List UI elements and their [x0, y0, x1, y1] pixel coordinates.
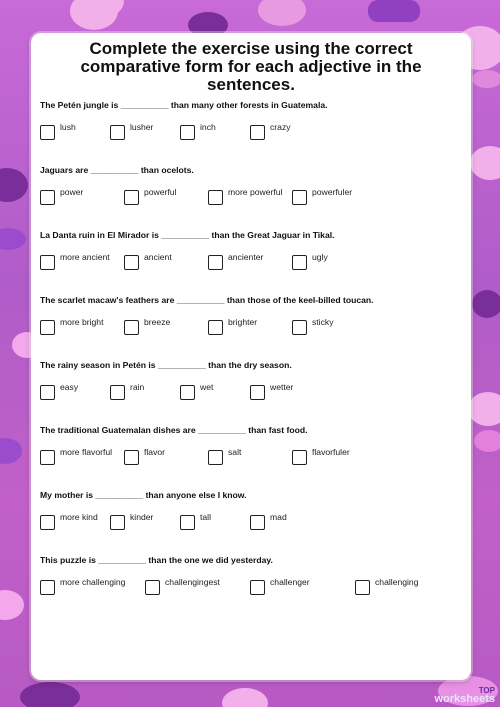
cloud-decoration — [470, 146, 500, 180]
question-2-prompt: Jaguars are __________ than ocelots. — [40, 165, 194, 175]
option-label: easy — [60, 382, 79, 392]
question-1-prompt: The Petén jungle is __________ than many other forests in Guatemala. — [40, 100, 328, 110]
checkbox-icon[interactable] — [40, 385, 55, 400]
checkbox-icon[interactable] — [292, 255, 307, 270]
option-label: lush — [60, 122, 76, 132]
option-label: more bright — [60, 317, 104, 327]
checkbox-icon[interactable] — [250, 515, 265, 530]
option-label: flavorfuler — [312, 447, 350, 457]
checkbox-icon[interactable] — [40, 190, 55, 205]
option-label: sticky — [312, 317, 334, 327]
checkbox-icon[interactable] — [110, 385, 125, 400]
checkbox-icon[interactable] — [110, 125, 125, 140]
checkbox-icon[interactable] — [292, 450, 307, 465]
option-label: challenger — [270, 577, 310, 587]
option-label: more ancient — [60, 252, 110, 262]
option-label: more flavorful — [60, 447, 113, 457]
option-label: lusher — [130, 122, 154, 132]
checkbox-icon[interactable] — [180, 385, 195, 400]
question-6-prompt: The traditional Guatemalan dishes are __________ than fast food. — [40, 425, 308, 435]
checkbox-icon[interactable] — [110, 515, 125, 530]
logo-bottom-text: worksheets — [434, 693, 495, 705]
option-label: flavor — [144, 447, 166, 457]
checkbox-icon[interactable] — [250, 125, 265, 140]
option-label: salt — [228, 447, 242, 457]
option-label: kinder — [130, 512, 154, 522]
checkbox-icon[interactable] — [355, 580, 370, 595]
checkbox-icon[interactable] — [124, 320, 139, 335]
cloud-decoration — [368, 0, 420, 22]
cloud-decoration — [20, 682, 80, 707]
option-label: tall — [200, 512, 211, 522]
option-label: ancienter — [228, 252, 264, 262]
checkbox-icon[interactable] — [180, 515, 195, 530]
logo-top-text: TOP — [478, 686, 495, 695]
option-label: inch — [200, 122, 216, 132]
checkbox-icon[interactable] — [250, 385, 265, 400]
checkbox-icon[interactable] — [208, 320, 223, 335]
cloud-decoration — [0, 438, 22, 464]
cloud-decoration — [222, 688, 268, 707]
option-label: rain — [130, 382, 145, 392]
option-label: wet — [200, 382, 214, 392]
question-8-prompt: This puzzle is __________ than the one we did yesterday. — [40, 555, 273, 565]
topworksheets-logo — [434, 686, 495, 704]
checkbox-icon[interactable] — [180, 125, 195, 140]
checkbox-icon[interactable] — [124, 190, 139, 205]
checkbox-icon[interactable] — [40, 255, 55, 270]
cloud-decoration — [468, 392, 500, 426]
option-label: breeze — [144, 317, 171, 327]
checkbox-icon[interactable] — [145, 580, 160, 595]
checkbox-icon[interactable] — [250, 580, 265, 595]
option-label: more kind — [60, 512, 98, 522]
checkbox-icon[interactable] — [40, 450, 55, 465]
cloud-decoration — [0, 168, 28, 202]
worksheet-card — [31, 33, 471, 680]
cloud-decoration — [472, 290, 500, 318]
option-label: ancient — [144, 252, 172, 262]
checkbox-icon[interactable] — [208, 190, 223, 205]
question-4-prompt: The scarlet macaw's feathers are __________ than those of the keel-billed toucan. — [40, 295, 374, 305]
option-label: more powerful — [228, 187, 283, 197]
checkbox-icon[interactable] — [208, 450, 223, 465]
checkbox-icon[interactable] — [40, 125, 55, 140]
question-3-prompt: La Danta ruin in El Mirador is __________ than the Great Jaguar in Tikal. — [40, 230, 335, 240]
option-label: wetter — [270, 382, 294, 392]
checkbox-icon[interactable] — [208, 255, 223, 270]
cloud-decoration — [474, 430, 500, 452]
cloud-decoration — [258, 0, 306, 26]
checkbox-icon[interactable] — [124, 450, 139, 465]
option-label: more challenging — [60, 577, 126, 587]
option-label: power — [60, 187, 84, 197]
checkbox-icon[interactable] — [40, 320, 55, 335]
option-label: mad — [270, 512, 287, 522]
cloud-decoration — [0, 590, 24, 620]
cloud-decoration — [472, 70, 500, 88]
checkbox-icon[interactable] — [40, 580, 55, 595]
worksheet-title: Complete the exercise using the correct comparative form for each adjective in the sentences. — [80, 39, 422, 94]
option-label: challengingest — [165, 577, 220, 587]
checkbox-icon[interactable] — [40, 515, 55, 530]
option-label: brighter — [228, 317, 258, 327]
option-label: challenging — [375, 577, 419, 587]
option-label: crazy — [270, 122, 291, 132]
option-label: ugly — [312, 252, 328, 262]
cloud-decoration — [0, 228, 26, 250]
checkbox-icon[interactable] — [292, 320, 307, 335]
option-label: powerful — [144, 187, 177, 197]
question-5-prompt: The rainy season in Petén is __________ than the dry season. — [40, 360, 292, 370]
option-label: powerfuler — [312, 187, 353, 197]
question-7-prompt: My mother is __________ than anyone else I know. — [40, 490, 247, 500]
checkbox-icon[interactable] — [124, 255, 139, 270]
checkbox-icon[interactable] — [292, 190, 307, 205]
